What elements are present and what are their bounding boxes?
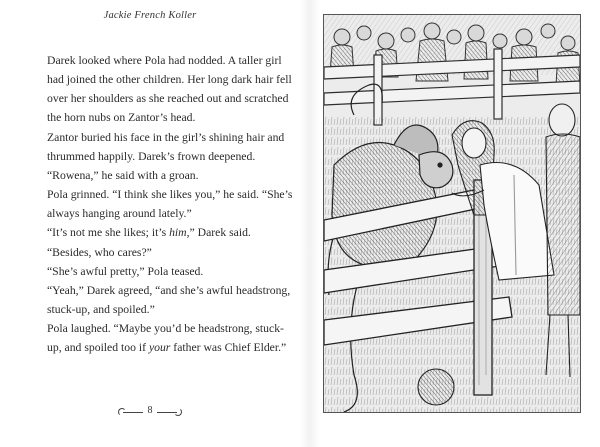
body-text — [47, 51, 297, 358]
paragraph — [47, 51, 297, 128]
page-folio — [115, 405, 185, 419]
paragraph — [47, 185, 297, 223]
text-run: father was Chief Elder.” — [170, 341, 287, 355]
text-run: “Yeah,” Darek agreed, “and she’s awful headstrong, stuck-up, and spoiled.” — [47, 283, 291, 317]
text-run: Pola laughed. “Maybe you’d be headstrong, stuck-up, and spoiled too if — [47, 322, 284, 355]
illustration-plate — [323, 14, 581, 413]
italic-run: your — [148, 341, 171, 355]
child-figure — [418, 369, 454, 405]
text-run: “It’s not me she likes; it’s — [47, 226, 170, 240]
italic-run: him — [169, 226, 187, 240]
folio-flourish-right-icon — [174, 408, 182, 416]
paragraph — [47, 223, 297, 261]
text-run: Darek looked where Pola had nodded. A taller girl had joined the other children. Her long dark hair fell over her shoulders as she reached out and scratched the horn nubs on Zantor’s head. — [47, 54, 292, 125]
text-run: ,” Darek said. “Besides, who cares?” — [47, 226, 251, 259]
text-run: Pola grinned. “I think she likes you,” he said. “She’s always hanging around lately.” — [47, 188, 293, 221]
page-number: 8 — [147, 405, 153, 416]
text-run: Zantor buried his face in the girl’s shining hair and thrummed happily. Darek’s frown deepened. “Rowena,” he said with a groan. — [47, 130, 285, 182]
paragraph — [47, 262, 297, 281]
paragraph — [47, 128, 297, 185]
running-head: Jackie French Koller — [103, 10, 197, 21]
paragraph — [47, 319, 297, 357]
book-gutter — [300, 0, 320, 447]
paragraph — [47, 281, 297, 319]
text-run: “She’s awful pretty,” Pola teased. — [47, 264, 204, 278]
dragon-fence-drawing — [324, 15, 580, 412]
